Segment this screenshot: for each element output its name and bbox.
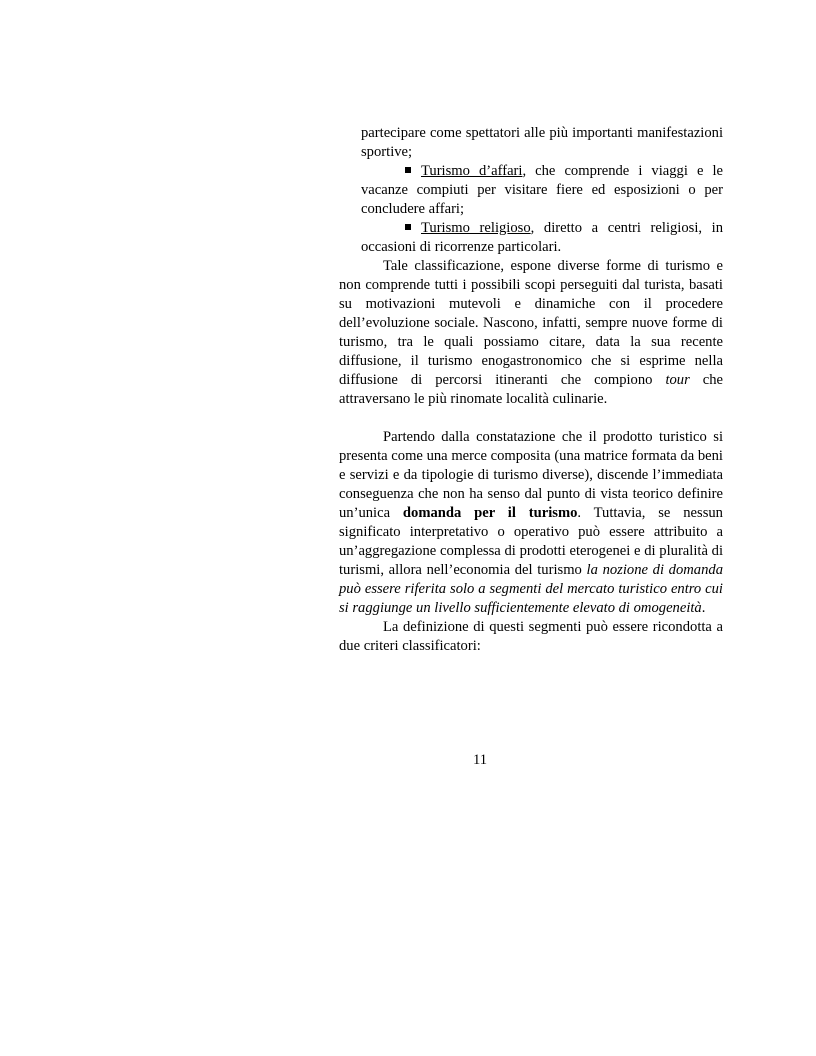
paragraph-demand <box>339 428 723 618</box>
list-item-religious-tourism <box>361 219 723 257</box>
paragraph-text: che attraversano le più rinomate località culinarie. <box>339 372 723 407</box>
paragraph-text: . <box>701 600 706 616</box>
list-item-description: , diretto a centri religiosi, in occasioni di ricorrenze particolari. <box>361 220 723 255</box>
page-number: 11 <box>472 752 488 768</box>
list-item-term: Turismo d’affari <box>421 163 523 179</box>
bold-term: domanda per il turismo <box>402 505 578 521</box>
list-continuation <box>339 124 723 257</box>
paragraph-text: . Tuttavia, se nessun significato interpretativo o operativo può essere attribuito a un’aggregazione complessa di prodotti eterogenei e di pluralità di turismi, allora nell’economia del turismo <box>339 505 723 578</box>
document-body <box>339 124 723 656</box>
square-bullet-icon <box>405 224 411 230</box>
list-item-business-tourism <box>361 162 723 219</box>
paragraph-segments: La definizione di questi segmenti può essere ricondotta a due criteri classificatori: <box>339 619 723 654</box>
paragraph-spacer <box>339 409 723 428</box>
italic-term: tour <box>665 372 690 388</box>
italic-passage: la nozione di domanda può essere riferita solo a segmenti del mercato turistico entro cui si raggiunge un livello sufficientemente elevato di omogeneità <box>339 562 723 616</box>
list-item-term: Turismo religioso <box>421 220 531 236</box>
square-bullet-icon <box>405 167 411 173</box>
list-item-continuation: partecipare come spettatori alle più importanti manifestazioni sportive; <box>361 125 723 160</box>
paragraph-classification <box>339 257 723 409</box>
paragraph-text: Partendo dalla constatazione che il prodotto turistico si presenta come una merce composita (una matrice formata da beni e servizi e da tipologie di turismo diverse), discende l’immediata conseguenza che non ha senso dal punto di vista teorico definire un’unica <box>339 429 723 521</box>
paragraph-text: Tale classificazione, espone diverse forme di turismo e non comprende tutti i possibili scopi perseguiti dal turista, basati su motivazioni mutevoli e dinamiche con il procedere dell’evoluzione sociale. Nascono, infatti, sempre nuove forme di turismo, tra le quali possiamo citare, data la sua recente diffusione, il turismo enogastronomico che si esprime nella diffusione di percorsi itineranti che compiono <box>339 258 723 388</box>
list-item-description: , che comprende i viaggi e le vacanze compiuti per visitare fiere ed esposizioni o per concludere affari; <box>361 163 723 217</box>
